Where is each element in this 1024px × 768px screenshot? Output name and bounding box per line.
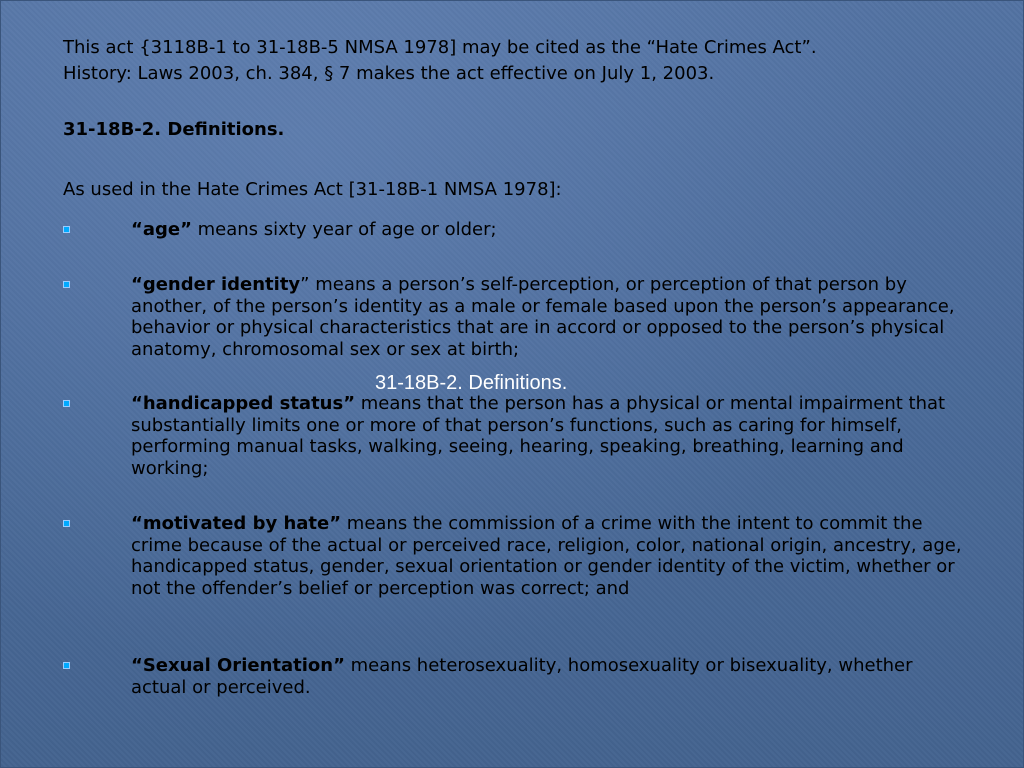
definition-text xyxy=(131,274,971,360)
definition-term: “handicapped status” xyxy=(131,393,356,414)
history-line: History: Laws 2003, ch. 384, § 7 makes the act effective on July 1, 2003. xyxy=(63,63,715,84)
definition-text xyxy=(131,393,971,479)
definition-body: ” means a person’s self-perception, or perception of that person by another, of the person’s identity as a male or female based upon the person’s appearance, behavior or physical characteristics that are in accord or opposed to the person’s physical anatomy, chromosomal sex or sex at birth; xyxy=(131,274,955,360)
definition-term: “age” xyxy=(131,219,192,240)
definition-term: “Sexual Orientation” xyxy=(131,655,345,676)
intro-line: As used in the Hate Crimes Act [31-18B-1 NMSA 1978]: xyxy=(63,179,562,200)
square-bullet-icon xyxy=(63,281,70,288)
section-heading-text: 31-18B-2. Definitions xyxy=(63,119,278,140)
definition-term: “motivated by hate” xyxy=(131,513,342,534)
square-bullet-icon xyxy=(63,400,70,407)
citation-line: This act {3118B-1 to 31-18B-5 NMSA 1978] may be cited as the “Hate Crimes Act”. xyxy=(63,37,817,58)
definition-text xyxy=(131,655,971,698)
square-bullet-icon xyxy=(63,520,70,527)
definition-body: means the commission of a crime with the intent to commit the crime because of the actual or perceived race, religion, color, national origin, ancestry, age, handicapped status, gender, sexual orientation or gender identity of the victim, whether or not the offender’s belief or perception was correct; and xyxy=(131,513,962,599)
definition-term: “gender identity xyxy=(131,274,301,295)
section-heading-period: . xyxy=(277,119,285,140)
definition-text xyxy=(131,219,971,241)
definition-text xyxy=(131,513,971,599)
definition-body: means that the person has a physical or mental impairment that substantially limits one or more of that person’s functions, such as caring for himself, performing manual tasks, walking, seeing, hearing, speaking, breathing, learning and working; xyxy=(131,393,946,479)
section-heading xyxy=(63,119,284,141)
definition-body: means sixty year of age or older; xyxy=(191,219,497,240)
square-bullet-icon xyxy=(63,662,70,669)
square-bullet-icon xyxy=(63,226,70,233)
slide-title-overlay: 31-18B-2. Definitions. xyxy=(375,372,568,394)
definition-body: means heterosexuality, homosexuality or bisexuality, whether actual or perceived. xyxy=(131,655,913,698)
